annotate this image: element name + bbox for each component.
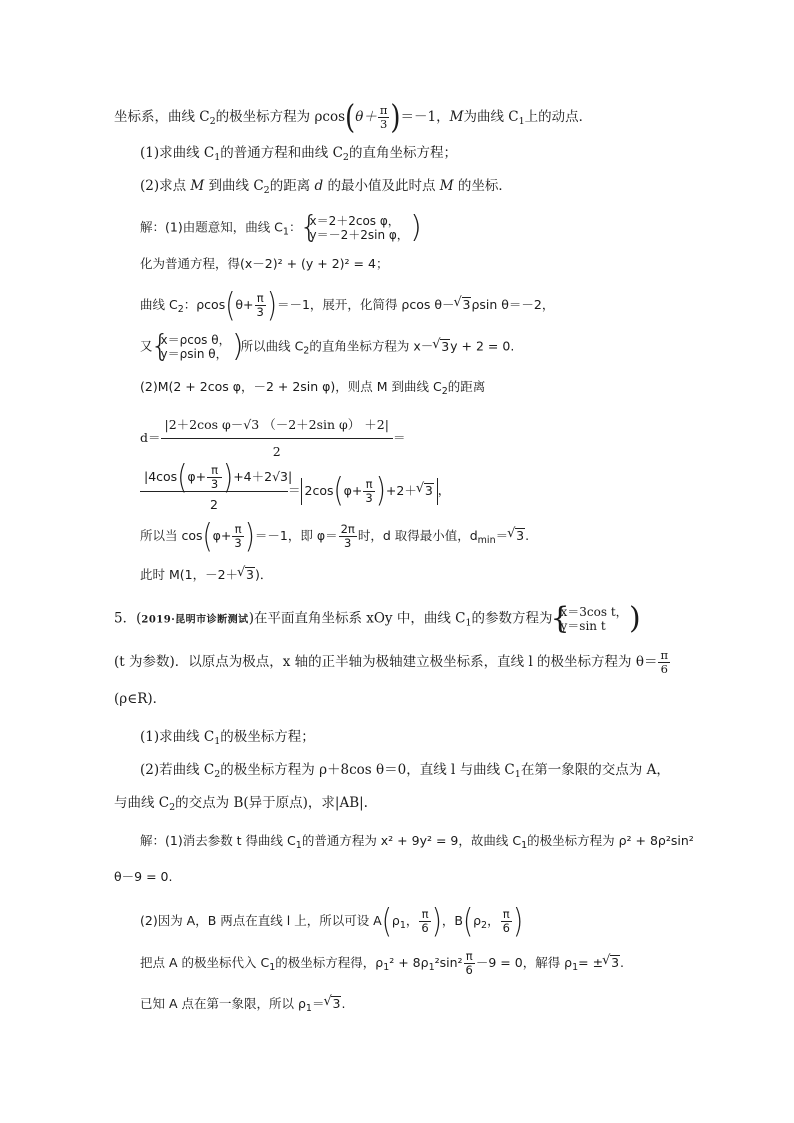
sqrt: √ 3 bbox=[424, 483, 434, 497]
text: d bbox=[314, 178, 324, 194]
text: θ－9 = 0. bbox=[114, 869, 173, 884]
subscript: 1 bbox=[383, 962, 390, 973]
denominator: 6 bbox=[465, 963, 473, 977]
numerator: π bbox=[660, 648, 669, 662]
numerator: π bbox=[255, 292, 266, 306]
fraction bbox=[378, 104, 390, 131]
text: 的极坐标方程为 ρcos bbox=[215, 109, 346, 125]
subscript: 1 bbox=[572, 962, 579, 973]
paren-right: ) bbox=[223, 458, 234, 497]
text: 化为普通方程，得(x－2)² + (y + 2)² = 4； bbox=[140, 256, 389, 271]
text: 的极坐标方程； bbox=[220, 729, 315, 745]
text: 的极坐标方程为 ρ² + 8ρ²sin² bbox=[527, 833, 694, 848]
paren-left: ( bbox=[381, 902, 392, 941]
sqrt: √ 3 bbox=[440, 339, 450, 353]
denominator: 6 bbox=[502, 921, 510, 935]
text: )． bbox=[255, 567, 273, 582]
text: ，B bbox=[441, 913, 463, 928]
problem-5-solution-1b bbox=[114, 866, 172, 888]
text: d＝ bbox=[140, 430, 161, 445]
subscript: 1 bbox=[465, 617, 472, 629]
text: ＝－1，即 φ＝ bbox=[254, 528, 338, 543]
numerator: π bbox=[363, 478, 374, 492]
denominator: 6 bbox=[660, 662, 668, 676]
solution-line-4 bbox=[140, 333, 514, 363]
text: = ± bbox=[578, 955, 604, 970]
text: 的普通方程为 x² + 9y² = 9，故曲线 C bbox=[301, 833, 522, 848]
fraction bbox=[464, 950, 475, 977]
text: . bbox=[525, 528, 530, 543]
subscript: 1 bbox=[399, 920, 406, 931]
numerator: |2＋2cos φ－√3 （－2＋2sin φ） ＋2| bbox=[161, 412, 393, 439]
fraction bbox=[161, 412, 393, 465]
text: φ+ bbox=[343, 482, 363, 498]
problem-5-solution-1 bbox=[140, 830, 694, 857]
text: ＝－1， bbox=[400, 109, 450, 125]
question-2 bbox=[140, 175, 512, 202]
paren-left: ( bbox=[345, 98, 356, 137]
text: 把点 A 的极坐标代入 C bbox=[140, 955, 270, 970]
equation-row: { x＝3cos t， bbox=[560, 605, 628, 619]
denominator: 3 bbox=[210, 477, 219, 491]
problem-5-line-1 bbox=[114, 605, 638, 635]
paren-right: ) bbox=[390, 98, 401, 137]
text: 此时 M(1，－2＋ bbox=[140, 567, 239, 582]
text: ＝ bbox=[311, 996, 325, 1011]
problem-5-solution-3 bbox=[140, 950, 624, 979]
subscript: 1 bbox=[521, 840, 528, 851]
absolute-value bbox=[301, 472, 438, 510]
paren-left: ( bbox=[225, 286, 236, 325]
subscript: 1 bbox=[428, 962, 435, 973]
text: (2)求点 bbox=[140, 178, 187, 194]
sqrt: √ 3 bbox=[610, 955, 620, 969]
problem-5-line-2 bbox=[114, 649, 671, 676]
text: 的最小值及此时点 bbox=[327, 178, 436, 194]
text: (2)若曲线 C bbox=[140, 762, 215, 778]
text: 曲线 C bbox=[140, 297, 178, 312]
text: 的极坐标方程为 ρ＋8cos θ＝0，直线 l 与曲线 C bbox=[220, 762, 515, 778]
denominator: 6 bbox=[421, 921, 429, 935]
text: 所以当 cos bbox=[140, 528, 203, 543]
solution-line-8 bbox=[140, 517, 530, 556]
text: 的距离 bbox=[447, 379, 486, 394]
equation-system bbox=[153, 333, 241, 361]
problem-5-solution-4 bbox=[140, 993, 345, 1020]
paren-left: ( bbox=[202, 517, 213, 556]
numerator: π bbox=[207, 464, 222, 478]
subscript: 2 bbox=[303, 345, 310, 357]
problem-5-question-1 bbox=[140, 726, 315, 753]
text: 的坐标． bbox=[457, 178, 512, 194]
subscript: 2 bbox=[177, 304, 184, 315]
paren-left: ( bbox=[177, 458, 188, 497]
numerator: π bbox=[464, 950, 475, 964]
subscript: 1 bbox=[282, 226, 289, 238]
subscript: 1 bbox=[514, 769, 521, 780]
problem-5-line-3 bbox=[114, 688, 166, 710]
subscript: 2 bbox=[342, 152, 349, 163]
paren-left: ( bbox=[462, 902, 474, 941]
fraction bbox=[207, 464, 222, 491]
text: (2)因为 A，B 两点在直线 l 上，所以可设 A bbox=[140, 913, 382, 928]
text: . bbox=[620, 955, 625, 970]
text: (t 为参数)．以原点为极点，x 轴的正半轴为极轴建立极坐标系，直线 l 的极坐标方程为 θ＝ bbox=[114, 654, 658, 670]
solution-line-7 bbox=[140, 458, 451, 518]
text: 上的动点． bbox=[524, 109, 593, 125]
text: ＝ bbox=[288, 482, 301, 498]
equation-row: { x＝ρcos θ， bbox=[160, 333, 231, 347]
denominator: 3 bbox=[234, 536, 242, 550]
subscript: 2 bbox=[481, 920, 488, 931]
text: ， bbox=[437, 482, 451, 498]
text: 坐标系，曲线 C bbox=[114, 109, 210, 125]
text: θ＋ bbox=[355, 109, 377, 125]
solution-line-9 bbox=[140, 564, 272, 586]
text: 解：(1)由题意知，曲线 C bbox=[140, 219, 283, 235]
solution-line-5 bbox=[140, 376, 485, 403]
denominator: 3 bbox=[365, 490, 373, 505]
subscript: 2 bbox=[209, 116, 216, 127]
text-line-1 bbox=[114, 98, 593, 137]
text: ρ bbox=[473, 913, 482, 928]
numerator: π bbox=[379, 103, 388, 117]
subscript: min bbox=[477, 535, 496, 546]
source-label: 2019·昆明市诊断测试 bbox=[141, 614, 249, 626]
text: ＝ bbox=[495, 528, 509, 543]
text: 已知 A 点在第一象限，所以 ρ bbox=[140, 996, 306, 1011]
text: ， bbox=[405, 913, 419, 928]
solution-line-1 bbox=[140, 214, 419, 244]
text: 解：(1)消去参数 t 得曲线 C bbox=[140, 833, 296, 848]
equation-row: y＝－2＋2sin φ， bbox=[309, 228, 409, 242]
text: M bbox=[439, 178, 454, 194]
text: ， bbox=[487, 913, 500, 928]
text: ＝－1，展开，化简得 ρcos θ－ bbox=[276, 297, 455, 312]
fraction bbox=[140, 458, 293, 518]
text: )在平面直角坐标系 xOy 中，曲线 C bbox=[248, 610, 466, 627]
numerator bbox=[140, 458, 293, 497]
text: (ρ∈R)． bbox=[114, 691, 167, 707]
text: 为曲线 C bbox=[463, 109, 519, 125]
text: ρsin θ＝－2， bbox=[471, 297, 555, 312]
text: 的直角坐标方程为 x－ bbox=[309, 338, 434, 354]
text: 与曲线 C bbox=[114, 795, 170, 811]
fraction bbox=[658, 649, 670, 676]
text: 的参数方程为 bbox=[471, 610, 553, 627]
numerator: π bbox=[232, 523, 243, 537]
subscript: 2 bbox=[441, 386, 448, 397]
text: . bbox=[341, 996, 346, 1011]
text: 到曲线 C bbox=[208, 178, 264, 194]
solution-line-2 bbox=[140, 253, 388, 275]
text: 2cos bbox=[304, 482, 334, 498]
text: (1)求曲线 C bbox=[140, 145, 215, 161]
text: 的极坐标方程得，ρ bbox=[275, 955, 384, 970]
text: ²sin² bbox=[434, 955, 463, 970]
sqrt: √ 3 bbox=[515, 528, 525, 542]
fraction bbox=[501, 908, 512, 935]
text: 所以曲线 C bbox=[240, 338, 304, 354]
sqrt: √ 3 bbox=[462, 297, 472, 311]
sqrt: √ 3 bbox=[245, 567, 255, 581]
paren-right: ) bbox=[375, 472, 386, 510]
equation-row: { x＝2＋2cos φ， bbox=[309, 214, 400, 228]
text: φ+ bbox=[212, 528, 232, 543]
fraction bbox=[363, 478, 374, 505]
numerator: π bbox=[419, 908, 430, 922]
subscript: 1 bbox=[269, 962, 276, 973]
solution-line-3 bbox=[140, 286, 555, 325]
problem-5-question-2 bbox=[140, 759, 670, 786]
text: θ+ bbox=[235, 297, 254, 312]
text: 的普通方程和曲线 C bbox=[220, 145, 343, 161]
fraction bbox=[419, 908, 430, 935]
text: (1)求曲线 C bbox=[140, 729, 215, 745]
text: ρ bbox=[391, 913, 400, 928]
numerator: 2π bbox=[340, 522, 355, 536]
text: M bbox=[190, 178, 205, 194]
paren-right: ) bbox=[512, 902, 524, 941]
solution-line-6 bbox=[140, 412, 405, 465]
text: －9 = 0，解得 ρ bbox=[475, 955, 573, 970]
text: 的交点为 B(异于原点)，求|AB|. bbox=[175, 795, 368, 811]
subscript: 1 bbox=[518, 116, 525, 127]
subscript: 1 bbox=[214, 152, 221, 163]
text: ＝ bbox=[392, 430, 406, 445]
problem-5-question-2b bbox=[114, 792, 368, 819]
denominator: 2 bbox=[210, 497, 218, 512]
subscript: 1 bbox=[214, 736, 221, 747]
text: y + 2 = 0. bbox=[450, 338, 515, 354]
text: 的直角坐标方程； bbox=[348, 145, 457, 161]
text: ：ρcos bbox=[183, 297, 226, 312]
question-1 bbox=[140, 142, 457, 169]
text: 又 bbox=[140, 338, 153, 354]
text: 时，d 取得最小值，d bbox=[357, 528, 478, 543]
text: ² + 8ρ bbox=[389, 955, 429, 970]
text: M bbox=[449, 109, 464, 125]
paren-left: ( bbox=[333, 472, 344, 510]
paren-right: ) bbox=[244, 517, 255, 556]
text: |4cos bbox=[144, 469, 178, 484]
subscript: 2 bbox=[214, 769, 221, 780]
denominator: 3 bbox=[256, 305, 264, 319]
denominator: 3 bbox=[344, 536, 352, 550]
denominator: 2 bbox=[272, 444, 281, 459]
fraction bbox=[255, 292, 266, 319]
subscript: 2 bbox=[263, 185, 270, 196]
sqrt: √ 3 bbox=[331, 996, 341, 1010]
text: +2＋ bbox=[385, 482, 417, 498]
text: ： bbox=[288, 219, 302, 235]
paren-right: ) bbox=[266, 286, 277, 325]
equation-row: y＝ρsin θ， bbox=[160, 347, 228, 361]
text: 在第一象限的交点为 A， bbox=[520, 762, 670, 778]
text: (2)M(2 + 2cos φ，－2 + 2sin φ)，则点 M 到曲线 C bbox=[140, 379, 442, 394]
fraction bbox=[339, 523, 357, 550]
subscript: 2 bbox=[169, 802, 176, 813]
equation-system bbox=[553, 605, 638, 633]
numerator: π bbox=[501, 908, 512, 922]
text: +4＋2√3| bbox=[233, 469, 293, 484]
paren-right: ) bbox=[431, 902, 442, 941]
text: 5．( bbox=[114, 610, 142, 627]
problem-5-solution-2 bbox=[140, 902, 524, 941]
equation-system bbox=[301, 214, 418, 242]
equation-row: y＝sin t bbox=[560, 619, 606, 633]
fraction bbox=[232, 523, 243, 550]
subscript: 1 bbox=[305, 1003, 312, 1014]
text: 的距离 bbox=[269, 178, 311, 194]
text: φ+ bbox=[187, 469, 207, 484]
denominator: 3 bbox=[379, 117, 388, 131]
subscript: 1 bbox=[295, 840, 302, 851]
